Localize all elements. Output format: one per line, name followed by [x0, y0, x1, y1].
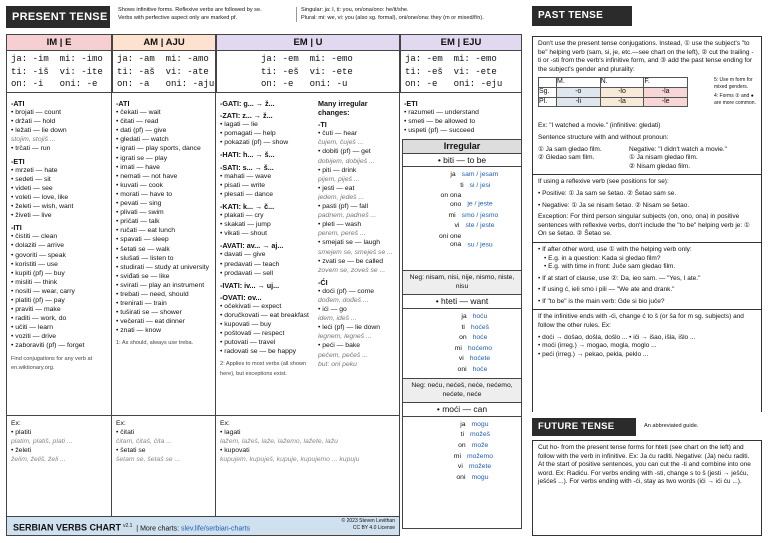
pron-em: ja: -em mi: -emo ti: -eš vi: -ete on: -e oni: -u: [216, 51, 400, 93]
conj-row: ja sam / jesam: [450, 171, 499, 179]
conj-row: ti si / jesi: [460, 181, 491, 189]
verb-line: • plesati — dance: [220, 190, 274, 198]
past-intro: Don't use the present tense conjugations. Instead, ① use the subject's "to be" helping verb (sam, si, je, etc.—see chart on the left), ② cut the trailing -ti or -sti from the verb's infinitive form, and ③ add the past tense ending for the subject's gender and plurality:: [538, 40, 754, 73]
verb-line: • držati — hold: [11, 118, 56, 126]
verb-line: • pleti — wash: [318, 221, 362, 229]
conj-row: mi hoćemo: [454, 344, 493, 352]
page-title: PRESENT TENSE: [6, 6, 110, 28]
verb-line: perem, pereš ...: [318, 230, 366, 238]
verb-line: • smeti — be allowed to: [404, 118, 476, 126]
conj-row: oni one ona su / jesu: [439, 232, 493, 249]
conj-row: vi ste / jeste: [454, 222, 495, 230]
verb-line: zovem se, zoveš se ...: [318, 266, 386, 274]
note-plural: Plural: mi: we, vi: you (also sg. formal), oni/one/ona: they (m or mixed/f/n).: [301, 14, 484, 21]
verb-line: • ležati — lie down: [11, 127, 67, 135]
verbs-im-column: [6, 93, 112, 415]
header-notes: [118, 7, 288, 22]
example-line: platim, platiš, plati ...: [11, 438, 73, 445]
verb-line: • učiti — learn: [11, 324, 54, 332]
verb-line: -AVATI: av... → aj...: [220, 241, 284, 251]
verb-line: Many irregular changes:: [318, 99, 368, 118]
footer-version: v2.1: [122, 523, 133, 529]
verb-line: • imati — have: [116, 163, 160, 171]
verb-line: -OVATI: ov...: [220, 292, 262, 302]
verb-line: • tuširati se — shower: [116, 309, 182, 317]
example-label: Ex:: [116, 420, 126, 427]
verb-line: • peći — bake: [318, 342, 361, 350]
example-label: Ex:: [11, 420, 21, 427]
verb-line: • uspeti (pf) — succeed: [404, 127, 475, 135]
verb-line: -ETI: [11, 156, 25, 166]
verb-line: • putovati — travel: [220, 339, 276, 347]
verb-line: • živeti — live: [11, 212, 52, 220]
verb-line: • pevati — sing: [116, 200, 162, 208]
example-line: • čitati: [116, 429, 135, 436]
example-line: • želeti: [11, 447, 32, 454]
example-line: • lagati: [220, 429, 241, 436]
note-singular: Singular: ja: I, ti: you, on/ona/ono: he/it/she.: [301, 7, 409, 13]
footer-link[interactable]: slev.life/serbian-charts: [180, 525, 251, 533]
verb-line: -ĆI: [318, 277, 328, 287]
verb-line: • jesti — eat: [318, 184, 355, 192]
verb-line: • čuti — hear: [318, 130, 358, 138]
verb-line: • smejati se — laugh: [318, 239, 381, 247]
conj-row: mi možemo: [453, 452, 494, 460]
verb-line: • čitati — read: [116, 118, 159, 126]
verb-line: • svirati — play an instrument: [116, 281, 205, 289]
verb-line: • piti — drink: [318, 166, 357, 174]
verb-line: idem, ideš ...: [318, 315, 357, 323]
future-area: [532, 412, 762, 537]
verb-line: • skakati — jump: [220, 221, 271, 229]
verb-line: • pasti (pf) — fall: [318, 203, 368, 211]
verb-line: • brojati — count: [11, 109, 61, 117]
future-body: Cut ho- from the present tense forms for hteti (see chart on the left) and follow with the verb in infinitive. Ex: Ja ću raditi. Negative: (Ja) neću raditi. At the start of positive sentences, you can cut the -ti and combine into one word. Ex: Radiću. For verbs ending with -sti, change s to š (jesti → ješću, ješćeš ...). For verbs ending with -ći, stay as two words (ići → ići ću ...).: [532, 440, 762, 536]
verb-line: • voziti — drive: [11, 333, 57, 341]
verb-line: • govoriti — speak: [11, 251, 66, 259]
verb-line: -ZATI: z... → ž...: [220, 111, 273, 121]
verb-line: • prodavati — sell: [220, 269, 274, 277]
verb-line: • misliti — think: [11, 278, 58, 286]
past-title: PAST TENSE: [532, 6, 632, 26]
verb-line: -ETI: [404, 99, 418, 108]
verbs-em-irregular-column: [314, 93, 400, 415]
verb-line: čujem, čuješ ...: [318, 139, 364, 147]
verb-line: • pisati — write: [220, 181, 266, 189]
moci-rows: [403, 417, 521, 487]
verb-line: -SATI: s... → š...: [220, 162, 274, 172]
conj-row: vi možete: [457, 463, 492, 471]
pron-im: ja: -im mi: -imo ti: -iš vi: -ite on: -i oni: -e: [6, 51, 112, 93]
verb-line: -HATI: h... → š...: [220, 150, 275, 160]
verb-line: • razumeti — understand: [404, 109, 479, 117]
conj-row: mi smo / jesmo: [448, 211, 499, 219]
verb-line: • spavati — sleep: [116, 236, 169, 244]
verb-line: 2: Applies to most verbs (all shown here), but exceptions exist.: [220, 361, 307, 377]
verb-line: • trebati — need, should: [116, 290, 189, 298]
verb-line: • nemati — not have: [116, 172, 178, 180]
verb-line: • vikati — shout: [220, 230, 267, 238]
verb-line: • večerati — eat dinner: [116, 318, 185, 326]
verb-line: • davati — give: [220, 251, 266, 259]
verb-line: • predavati — teach: [220, 260, 280, 268]
note-reflexive: Shows infinitive forms. Reflexive verbs are followed by se.: [118, 7, 262, 13]
verb-line: • nositi — wear, carry: [11, 287, 75, 295]
hteti-head: • hteti — want: [403, 295, 521, 309]
verb-line: • gledati — watch: [116, 136, 169, 144]
verbs-em-column: [216, 93, 314, 415]
verb-line: -TI: [318, 120, 327, 130]
example-em: [216, 415, 400, 527]
example-line: čitam, čitaš, čita ...: [116, 438, 172, 445]
verb-line: • igrati se — play: [116, 154, 168, 162]
example-line: • šetati se: [116, 447, 146, 454]
verb-line: -KATI: k... → č...: [220, 201, 275, 211]
verb-line: -GATI: g... → ž...: [220, 99, 275, 108]
example-line: kupujem, kupuješ, kupuje, kupujemo ... kupuju: [220, 456, 360, 463]
verb-line: • sviđati se — like: [116, 272, 170, 280]
conj-row: on može: [458, 441, 489, 449]
verb-line: legnem, legneš ...: [318, 333, 372, 341]
verb-line: -ATI: [116, 99, 130, 108]
past-ending-table: [538, 77, 756, 119]
verb-line: • morati — have to: [116, 190, 173, 198]
biti-neg: Neg: nisam, nisi, nije, nismo, niste, nisu: [403, 271, 521, 295]
future-title: FUTURE TENSE: [532, 418, 636, 436]
verb-line: • zvati se — be called: [318, 257, 384, 265]
verb-line: • mrzeti — hate: [11, 166, 58, 174]
conj-row: oni mogu: [456, 473, 489, 481]
verb-line: • kupiti (pf) — buy: [11, 269, 65, 277]
verb-line: pečem, pečeš ...: [318, 351, 368, 359]
example-line: • platiti: [11, 429, 32, 436]
verb-line: • koristiti — use: [11, 260, 58, 268]
hteti-rows: [403, 309, 521, 379]
verb-line: jedem, jedeš ...: [318, 193, 365, 201]
verb-line: • trenirati — train: [116, 300, 167, 308]
verb-line: • platiti (pf) — pay: [11, 296, 65, 304]
header-pronouns: [296, 7, 522, 22]
verb-line: • sedeti — sit: [11, 175, 51, 183]
biti-rows: [403, 167, 521, 271]
verb-line: but: oni peku: [318, 360, 357, 368]
past-position: • If after other word, use ① with the helping verb only: • E.g. in a question: Kada si gledao film? • E.g. with time in front: Juče sam gledao film. • If at start of clause, use ②: Da, ieo sam. — "Yes, I ate." • If using ć, ieli smo i pili — "We ate and drank." • If "to be" is the main verb: Gde si bio juče?: [533, 242, 761, 307]
conj-row: ti hoćeš: [461, 323, 490, 331]
verb-line: • studirati — study at university: [116, 263, 210, 271]
verb-line: • ručati — eat lunch: [116, 227, 176, 235]
verb-line: • pokazati (pf) — show: [220, 139, 289, 147]
past-ci: If the infinitive ends with -ći, change ć to š (or ša for m sg. subjects) and follow the other rules. Ex: • doći → došao, došla, došlo ... • ići → išao, išla, išlo ... • moći (irreg.) → mogao, mogla, moglo ... • peći (irreg.) → pekao, pekla, peklo ...: [533, 309, 761, 359]
conj-row: oni hoće: [457, 365, 488, 373]
moci-head: • moći — can: [403, 403, 521, 417]
irregular-box: [402, 139, 522, 529]
col-head-em: EM | U: [216, 34, 400, 51]
example-line: • kupovati: [220, 447, 250, 454]
col-head-am: AM | AJU: [112, 34, 216, 51]
example-line: želim, želiš, želi ...: [11, 456, 66, 463]
verbs-am-column: [112, 93, 216, 415]
verb-line: dođem, dođeš ...: [318, 296, 369, 304]
verb-line: • dobiti (pf) — get: [318, 148, 371, 156]
verb-line: -ITI: [11, 223, 22, 233]
verb-line: • trčati — run: [11, 145, 51, 153]
verb-line: • slušati — listen to: [116, 254, 174, 262]
verb-line: • kuvati — cook: [116, 181, 163, 189]
verb-line: -ATI: [11, 99, 25, 108]
past-example: Ex: "I watched a movie." (infinitive: gledati): [538, 122, 661, 130]
verb-line: • voleti — love, like: [11, 193, 69, 201]
footer-more: More charts:: [140, 525, 179, 533]
past-reflexive: If using a reflexive verb (see positions for se): • Positive: ① Ja sam se šetao. ② Šetao sam se. • Negative: ① Ja se nisam šetao. ② Nisam se šetao. Exception: For third person singular subjects (on, ono, ona) in positive sentences with reflexive verbs, don't include the "to be" helping verb je: ① On se šetao. ② Šetao se.: [533, 174, 761, 239]
example-line: lažem, lažeš, laže, lažemo, lažete, lažu: [220, 438, 338, 445]
verb-line: • ići — go: [318, 306, 347, 314]
verb-line: • doručkovati — eat breakfast: [220, 311, 309, 319]
example-label: Ex:: [220, 420, 230, 427]
footer-copy: © 2023 Steven Levithan CC BY 4.0 License: [341, 518, 395, 531]
verb-line: • čekati — wait: [116, 109, 161, 117]
verb-line: • mahati — wave: [220, 172, 272, 180]
verb-line: • poštovati — respect: [220, 330, 285, 338]
verb-line: • plakati — cry: [220, 212, 264, 220]
note-perfective: Verbs with perfective aspect only are marked pf.: [118, 14, 238, 21]
verb-line: • pomagati — help: [220, 130, 276, 138]
conj-row: ja mogu: [460, 420, 489, 428]
col-head-im: IM | E: [6, 34, 112, 51]
past-structure: Sentence structure with and without pronoun:: [538, 133, 669, 141]
hteti-neg: Neg: neću, nećeš, neće, nećemo, nećete, neće: [403, 379, 521, 403]
footer-title: SERBIAN VERBS CHART: [13, 522, 122, 533]
example-im: [6, 415, 112, 527]
verb-line: • igrati — play sports, dance: [116, 145, 201, 153]
verb-line: smejem se, smeješ se ...: [318, 248, 393, 256]
pron-emeju: ja: -em mi: -emo ti: -eš vi: -ete on: -e oni: -eju: [400, 51, 522, 93]
verb-line: -IVATI: iv... → uj...: [220, 280, 280, 290]
table-note: 5: Use m form for mixed genders.: [714, 77, 753, 90]
irregular-title: Irregular: [403, 140, 521, 154]
verb-line: • doći (pf) — come: [318, 287, 375, 295]
verb-line: 1: As should, always use treba.: [116, 340, 194, 347]
verb-line: padnem, padneš ...: [318, 212, 377, 220]
example-am: [112, 415, 216, 527]
conj-row: ti možeš: [460, 431, 491, 439]
conj-row: on hoće: [459, 334, 488, 342]
conj-row: on ona ono je / jeste: [440, 192, 493, 208]
verb-line: • očekivati — expect: [220, 302, 282, 310]
verb-line: stojim, stojiš ...: [11, 136, 56, 144]
pron-am: ja: -am mi: -amo ti: -aš vi: -ate on: -a oni: -aju: [112, 51, 216, 93]
future-sub: An abbreviated guide.: [644, 423, 699, 429]
biti-head: • biti — to be: [403, 154, 521, 168]
verb-line: • raditi — work, do: [11, 315, 67, 323]
past-sentences: ① Ja sam gledao film. ② Gledao sam film. Negative: "I didn't watch a movie." ① Ja nisam gledao film. ② Nisam gledao film.: [538, 145, 727, 170]
col-head-emeju: EM | EJU: [400, 34, 522, 51]
footer: SERBIAN VERBS CHART $^{v2.1}$ | More charts: slev.life/serbian-charts © 2023 Steven Levithan CC BY 4.0 License: [6, 516, 400, 536]
verb-line: • praviti — make: [11, 306, 61, 314]
verb-line: • čistiti — clean: [11, 233, 58, 241]
verb-line: • šetati se — walk: [116, 245, 170, 253]
table-note2: 4: Forms ② and ● are more common.: [714, 93, 756, 106]
verb-line: • lagati — lie: [220, 121, 258, 129]
verb-line: • kupovati — buy: [220, 321, 272, 329]
verb-line: • pričati — talk: [116, 218, 160, 226]
conj-row: ja hoću: [461, 312, 488, 320]
verb-line: • dolaziti — arrive: [11, 242, 64, 250]
ending-table: M. N. F. Sg. -o -lo -la Pl. -li -la -le: [538, 77, 688, 107]
example-line: šetam se, šetaš se ...: [116, 456, 181, 463]
verb-line: • radovati se — be happy: [220, 348, 297, 356]
verb-line: • želeti — wish, want: [11, 203, 74, 211]
verb-line: • znati — know: [116, 327, 162, 335]
verb-line: • videti — see: [11, 184, 53, 192]
verb-line: • zaboraviti (pf) — forget: [11, 342, 85, 350]
verb-line: • dati (pf) — give: [116, 127, 167, 135]
verbs-eju-column: [400, 93, 522, 139]
verb-line: dobijem, dobiješ ...: [318, 157, 375, 165]
conj-row: vi hoćete: [458, 355, 491, 363]
verb-line: Find conjugations for any verb at en.wiktionary.org.: [11, 355, 93, 371]
verb-line: • plivati — swim: [116, 209, 164, 217]
verb-line: pijem, piješ ...: [318, 175, 360, 183]
verb-line: • leći (pf) — lie down: [318, 324, 381, 332]
